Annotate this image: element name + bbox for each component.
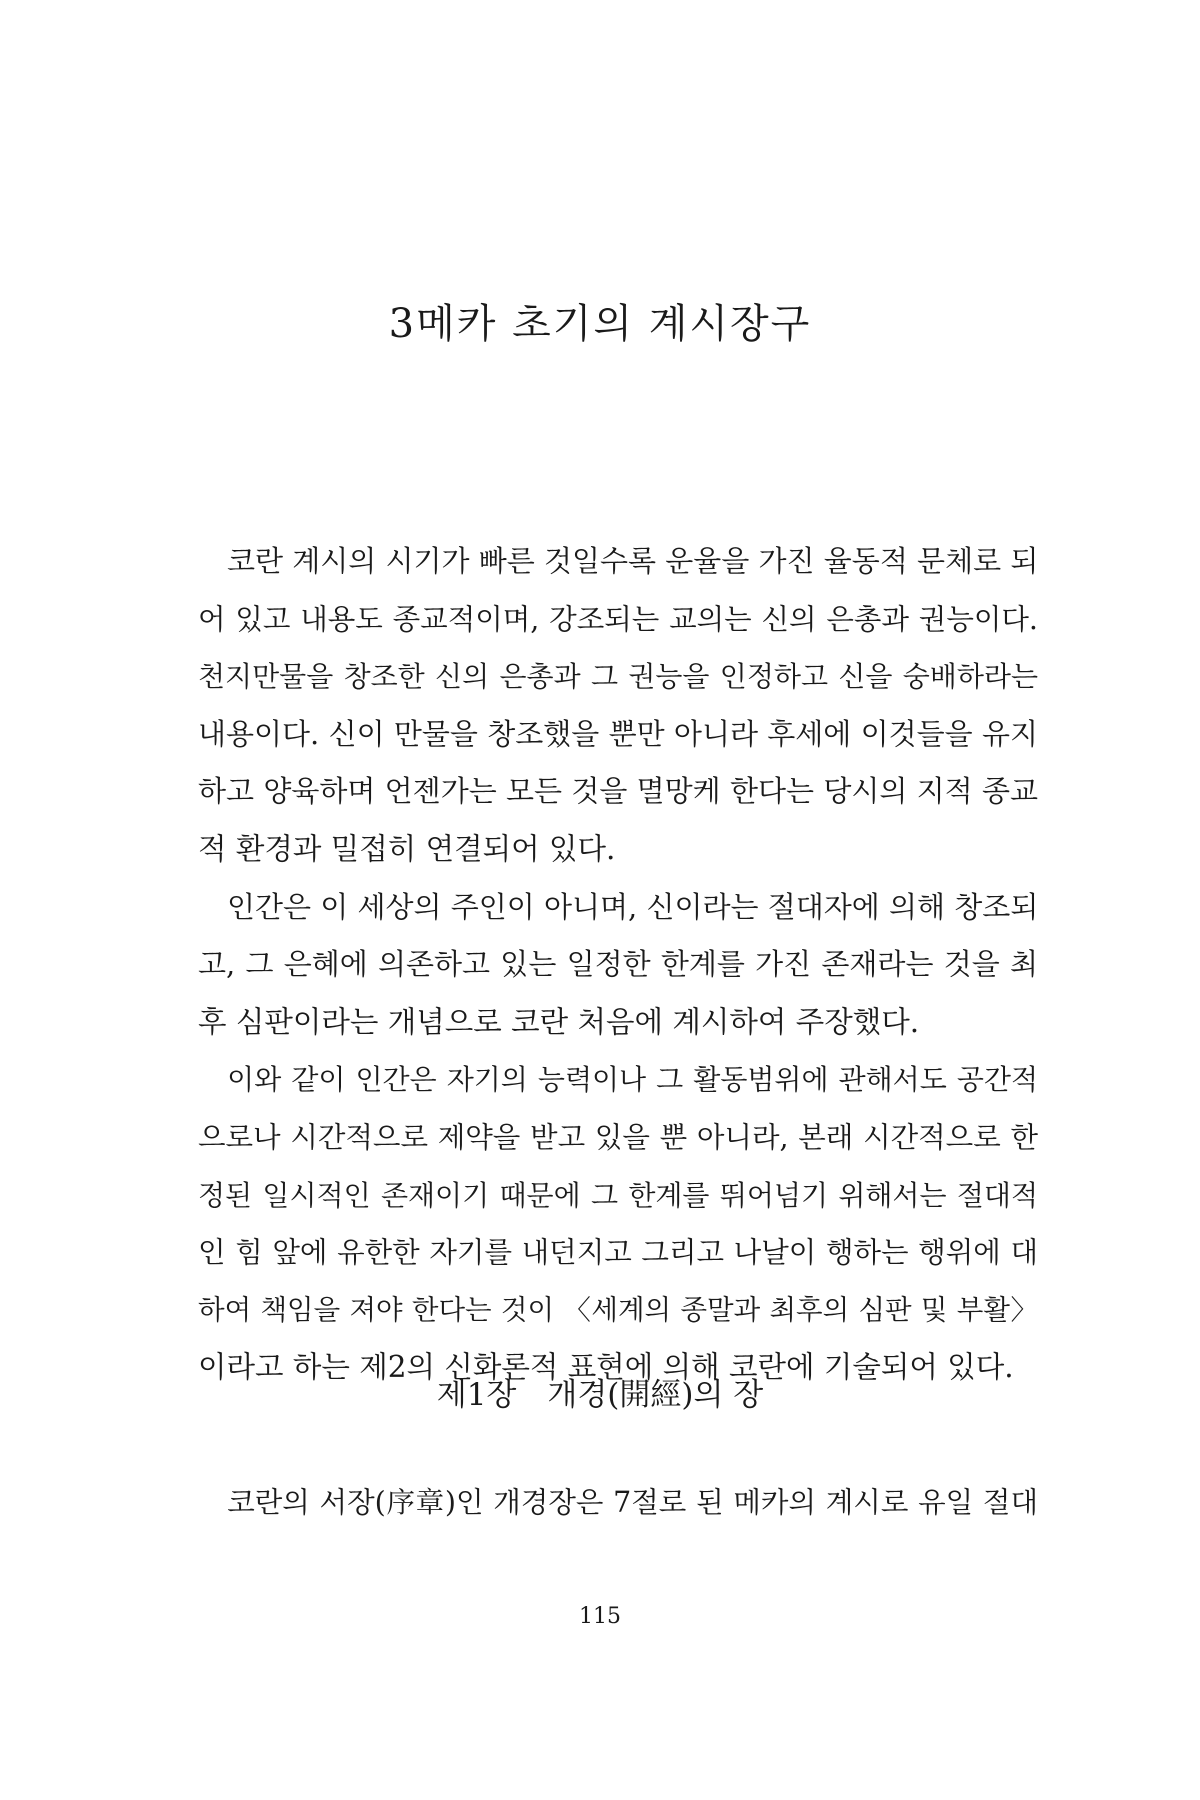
text-line: 코란의 서장(序章)인 개경장은 7절로 된 메카의 계시로 유일 절대 — [198, 1486, 1038, 1519]
section-paragraph — [198, 1474, 1038, 1532]
body-text — [198, 533, 1038, 1397]
text-line: 천지만물을 창조한 신의 은총과 그 권능을 인정하고 신을 숭배하라는 — [198, 660, 1038, 694]
text-line: 적 환경과 밀접히 연결되어 있다. — [198, 831, 616, 866]
paragraph-3 — [198, 1051, 1038, 1397]
chapter-title: 3메카 초기의 계시장구 — [388, 301, 812, 347]
page-number: 115 — [579, 1604, 621, 1629]
text-line: 고, 그 은혜에 의존하고 있는 일정한 한계를 가진 존재라는 것을 최 — [198, 947, 1038, 982]
text-line: 정된 일시적인 존재이기 때문에 그 한계를 뛰어넘기 위해서는 절대적 — [198, 1178, 1038, 1212]
text-line: 후 심판이라는 개념으로 코란 처음에 계시하여 주장했다. — [198, 1004, 920, 1039]
text-line: 이와 같이 인간은 자기의 능력이나 그 활동범위에 관해서도 공간적 — [198, 1063, 1038, 1097]
text-line: 어 있고 내용도 종교적이며, 강조되는 교의는 신의 은총과 권능이다. — [198, 602, 1038, 636]
text-line: 내용이다. 신이 만물을 창조했을 뿐만 아니라 후세에 이것들을 유지 — [198, 716, 1038, 751]
text-line: 인 힘 앞에 유한한 자기를 내던지고 그리고 나날이 행하는 행위에 대 — [198, 1236, 1038, 1270]
text-line: 하여 책임을 져야 한다는 것이 〈세계의 종말과 최후의 심판 및 부활〉 — [198, 1293, 1038, 1326]
text-line: 이라고 하는 제2의 신화론적 표현에 의해 코란에 기술되어 있다. — [198, 1350, 1014, 1385]
paragraph-2 — [198, 879, 1038, 1052]
paragraph-1 — [198, 533, 1038, 879]
section-body — [198, 1474, 1038, 1532]
text-line: 하고 양육하며 언젠가는 모든 것을 멸망케 한다는 당시의 지적 종교 — [198, 774, 1038, 809]
section-title: 제1장 개경(開經)의 장 — [436, 1377, 764, 1413]
text-line: 인간은 이 세상의 주인이 아니며, 신이라는 절대자에 의해 창조되 — [198, 889, 1039, 924]
text-line: 으로나 시간적으로 제약을 받고 있을 뿐 아니라, 본래 시간적으로 한 — [198, 1120, 1038, 1154]
text-line: 코란 계시의 시기가 빠른 것일수록 운율을 가진 율동적 문체로 되 — [198, 544, 1039, 578]
